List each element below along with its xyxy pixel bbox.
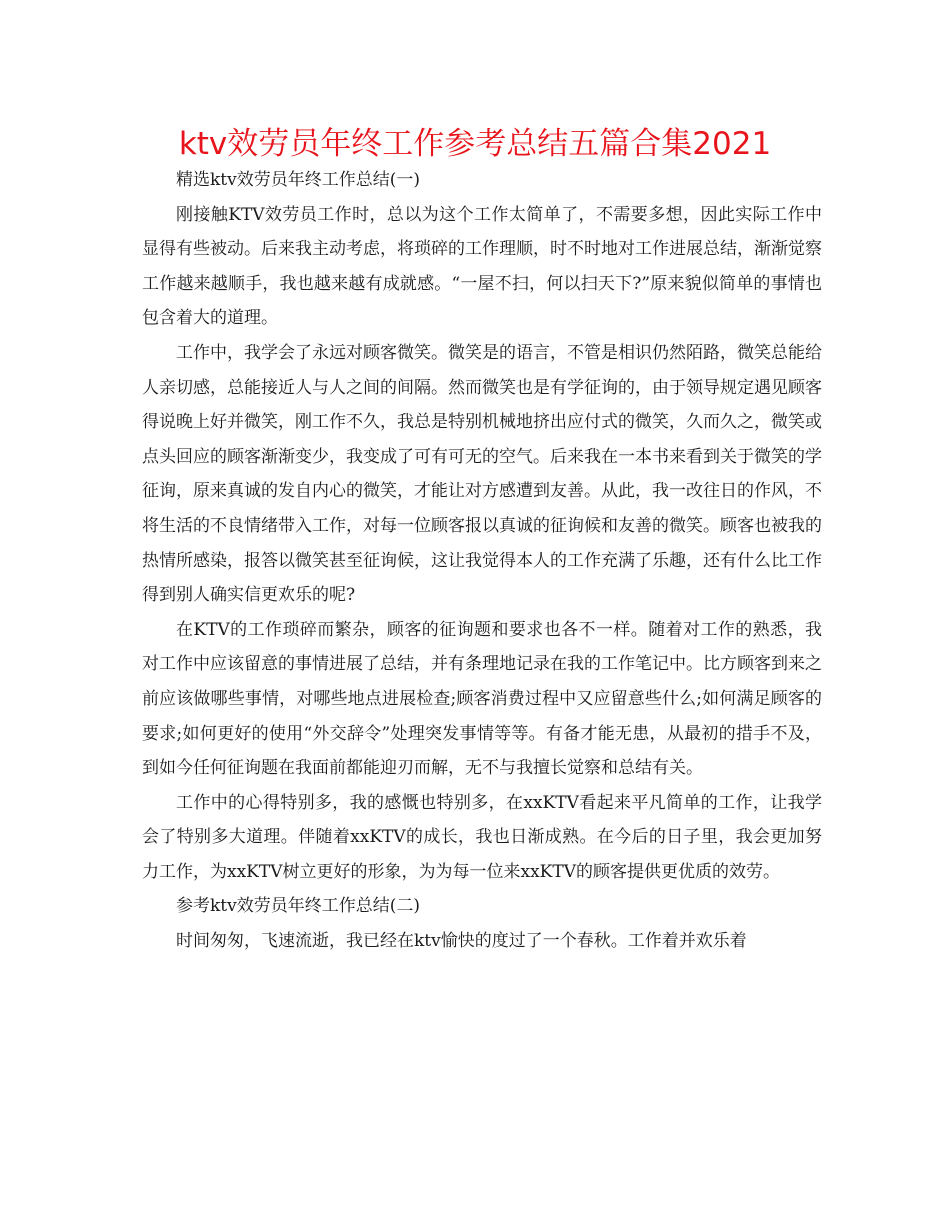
paragraph: 工作中的心得特别多，我的感慨也特别多，在xxKTV看起来平凡简单的工作，让我学会了特别多大道理。伴随着xxKTV的成长，我也日渐成熟。在今后的日子里，我会更加努力工作，为xxKTV树立更好的形象，为为每一位来xxKTV的顾客提供更优质的效劳。 <box>142 792 822 882</box>
paragraph: 时间匆匆，飞速流逝，我已经在ktv愉快的度过了一个春秋。工作着并欢乐着 <box>176 931 747 952</box>
section-heading-2: 参考ktv效劳员年终工作总结(二) <box>176 896 421 917</box>
section-heading-1: 精选ktv效劳员年终工作总结(一) <box>176 170 421 190</box>
paragraph: 在KTV的工作琐碎而繁杂，顾客的征询题和要求也各不一样。随着对工作的熟悉，我对工作中应该留意的事情进展了总结，并有条理地记录在我的工作笔记中。比方顾客到来之前应该做哪些事情，对哪些地点进展检查;顾客消费过程中又应留意些什么;如何满足顾客的要求;如何更好的使用“外交辞令”处理突发事情等等。有备才能无患，从最初的措手不及，到如今任何征询题在我面前都能迎刃而解，无不与我擅长觉察和总结有关。 <box>142 619 822 779</box>
document-title: ktv效劳员年终工作参考总结五篇合集2021 <box>178 126 772 162</box>
paragraph: 刚接触KTV效劳员工作时，总以为这个工作太简单了，不需要多想，因此实际工作中显得有些被动。后来我主动考虑，将琐碎的工作理顺，时不时地对工作进展总结，渐渐觉察工作越来越顺手，我也越来越有成就感。“一屋不扫，何以扫天下?”原来貌似简单的事情也包含着大的道理。 <box>142 204 822 329</box>
paragraph: 工作中，我学会了永远对顾客微笑。微笑是的语言，不管是相识仍然陌路，微笑总能给人亲切感，总能接近人与人之间的间隔。然而微笑也是有学征询的，由于领导规定遇见顾客得说晚上好并微笑，刚工作不久，我总是特别机械地挤出应付式的微笑，久而久之，微笑或点头回应的顾客渐渐变少，我变成了可有可无的空气。后来我在一本书来看到关于微笑的学征询，原来真诚的发自内心的微笑，才能让对方感遭到友善。从此，我一改往日的作风，不将生活的不良情绪带入工作，对每一位顾客报以真诚的征询候和友善的微笑。顾客也被我的热情所感染，报答以微笑甚至征询候，这让我觉得本人的工作充满了乐趣，还有什么比工作得到别人确实信更欢乐的呢? <box>142 342 822 606</box>
document-body <box>142 163 822 959</box>
